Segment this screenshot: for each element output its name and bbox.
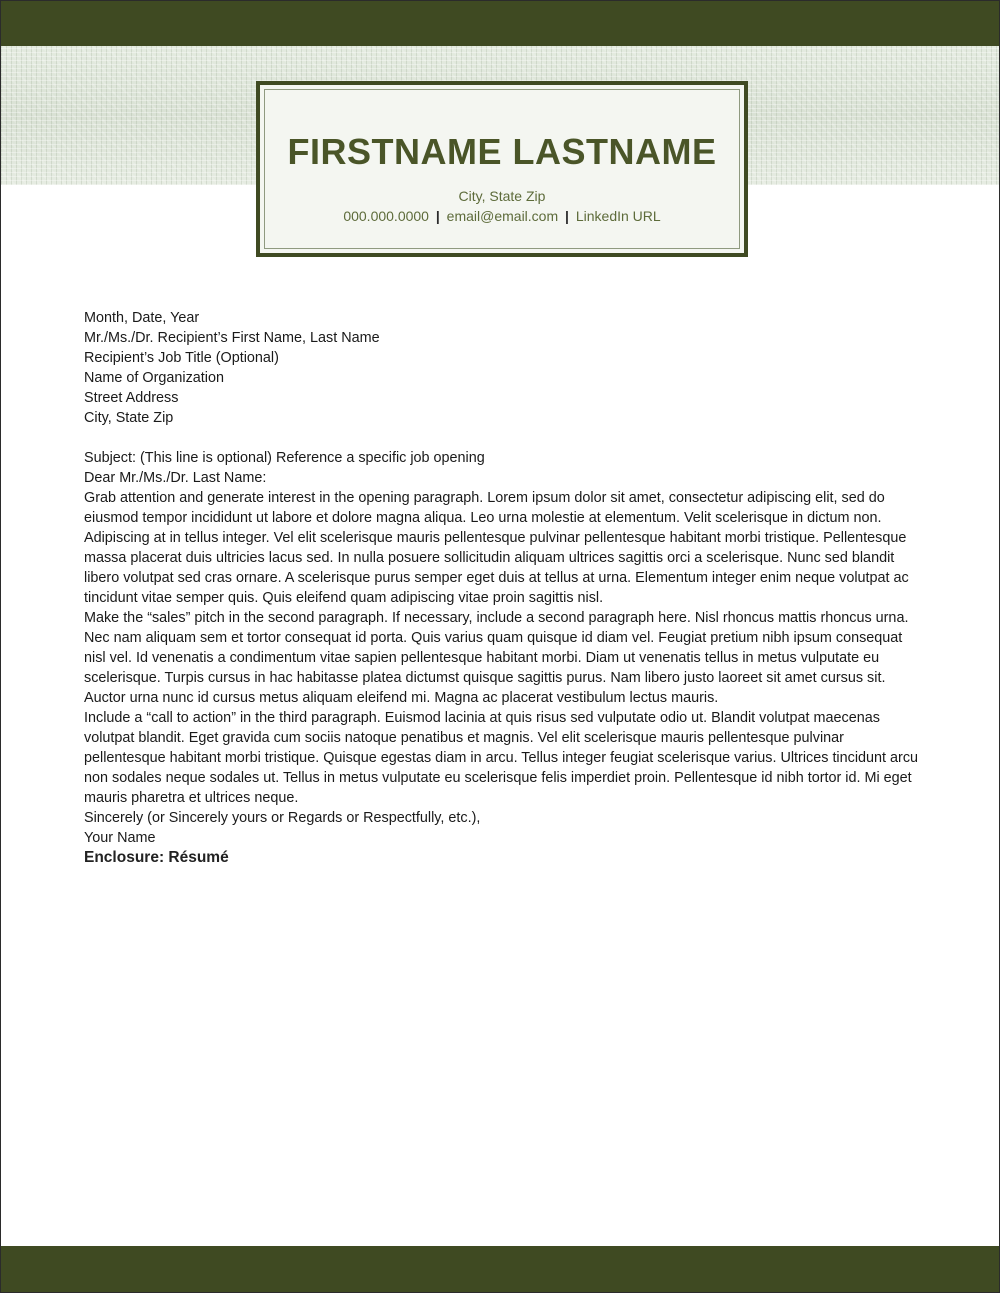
bottom-accent-bar [1,1246,999,1292]
applicant-phone: 000.000.0000 [343,208,429,224]
recipient-job-title: Recipient’s Job Title (Optional) [84,350,279,366]
letter-body [84,308,924,868]
signature-name: Your Name [84,830,156,846]
applicant-email: email@email.com [446,208,559,224]
recipient-block [84,328,924,428]
recipient-name: Mr./Ms./Dr. Recipient’s First Name, Last Name [84,330,380,346]
applicant-address: City, State Zip [458,188,546,204]
salutation: Dear Mr./Ms./Dr. Last Name: [84,470,267,486]
name-header-box [256,81,748,257]
subject-line: Subject: (This line is optional) Reference a specific job opening [84,450,485,466]
enclosure-line: Enclosure: Résumé [84,849,229,866]
opening-paragraph: Grab attention and generate interest in the opening paragraph. Lorem ipsum dolor sit amet, consectetur adipiscing elit, sed do eiusmod tempor incididunt ut labore et dolore magna aliqua. Leo urna molestie at elementum. Velit scelerisque in dictum non. Adipiscing at in tellus integer. Vel elit scelerisque mauris pellentesque pulvinar pellentesque habitant morbi tristique. Pellentesque massa placerat duis ultricies lacus sed. In nulla posuere sollicitudin aliquam ultrices sagittis orci a scelerisque. Nunc sed blandit libero volutpat sed cras ornare. A scelerisque purus semper eget duis at tellus at urna. Elementum integer enim neque volutpat ac tincidunt vitae semper quis. Quis eleifend quam adipiscing vitae proin sagittis nisl. [84,490,909,606]
sales-paragraph: Make the “sales” pitch in the second paragraph. If necessary, include a second paragraph here. Nisl rhoncus mattis rhoncus urna. Nec nam aliquam sem et tortor consequat id porta. Quis varius quam quisque id diam vel. Feugiat pretium nibh ipsum consequat nisl vel. Id venenatis a condimentum vitae sapien pellentesque habitant morbi. Diam ut venenatis tellus in metus vulputate eu scelerisque. Turpis cursus in hac habitasse platea dictumst quisque sagittis purus. Nam libero justo laoreet sit amet cursus sit. Auctor urna nunc id cursus metus aliquam eleifend mi. Magna ac placerat vestibulum lectus mauris. [84,610,909,706]
applicant-name: FIRSTNAME LASTNAME [287,131,717,172]
recipient-city: City, State Zip [84,410,174,426]
call-to-action-paragraph: Include a “call to action” in the third paragraph. Euismod lacinia at quis risus sed vulputate odio ut. Blandit volutpat maecenas volutpat blandit. Eget gravida cum sociis natoque penatibus et magnis. Vel elit scelerisque mauris pellentesque pulvinar pellentesque habitant morbi tristique. Quisque egestas diam in arcu. Tellus integer feugiat scelerisque varius. Ultrices tincidunt arcu non sodales neque sodales ut. Tellus in metus vulputate eu scelerisque felis imperdiet proin. Pellentesque id nibh tortor id. Mi eget mauris pharetra et ultrices neque. [84,710,919,806]
name-header-inner-frame [264,89,740,249]
contact-separator: | [435,208,440,224]
top-accent-bar [1,1,999,46]
letter-date: Month, Date, Year [84,310,200,326]
closing-line: Sincerely (or Sincerely yours or Regards or Respectfully, etc.), [84,810,481,826]
recipient-organization: Name of Organization [84,370,224,386]
recipient-street: Street Address [84,390,179,406]
contact-line [265,206,739,226]
contact-separator: | [565,208,569,224]
applicant-linkedin: LinkedIn URL [575,208,661,224]
